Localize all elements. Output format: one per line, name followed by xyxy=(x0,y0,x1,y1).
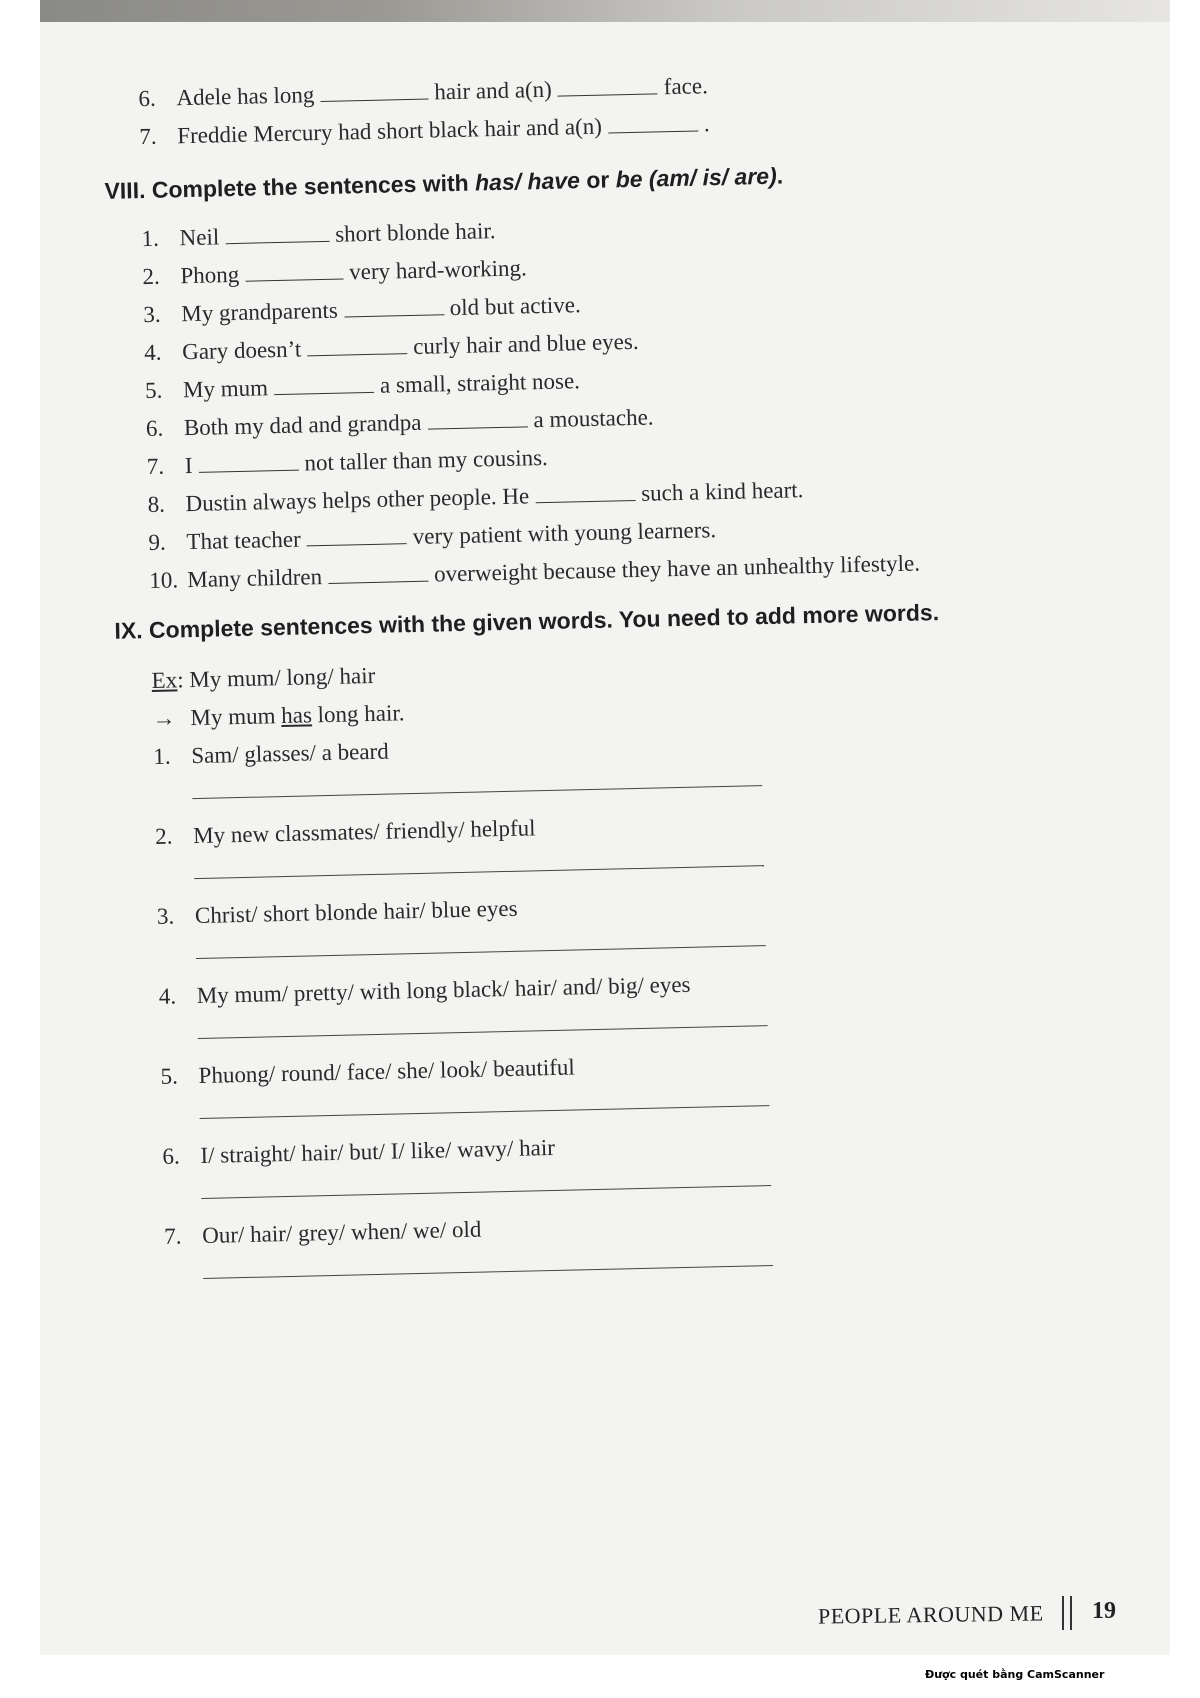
answer-blank[interactable] xyxy=(558,75,658,96)
item-number: 8. xyxy=(147,491,166,518)
answer-blank[interactable] xyxy=(274,374,374,395)
item-text-before: Adele has long xyxy=(176,82,315,111)
heading-text: or xyxy=(579,166,616,194)
answer-blank[interactable] xyxy=(225,223,329,244)
heading-emphasis: be (am/ is/ are) xyxy=(615,162,777,193)
item-number: 2. xyxy=(142,263,161,290)
viii-item-8 xyxy=(147,476,803,519)
example-answer xyxy=(152,699,405,733)
item-text-after: old but active. xyxy=(449,292,581,321)
ix-item-5 xyxy=(160,1053,575,1090)
item-text-after: curly hair and blue eyes. xyxy=(412,328,639,359)
heading-emphasis: has/ have xyxy=(474,167,581,196)
answer-line[interactable] xyxy=(201,1185,771,1199)
section-ix-heading: IX. Complete sentences with the given words. You need to add more words. xyxy=(114,599,940,644)
item-text-after: very patient with young learners. xyxy=(412,517,717,550)
viii-item-6 xyxy=(146,404,654,444)
item-number: 1. xyxy=(141,225,160,252)
ix-item-4 xyxy=(158,971,690,1011)
item-text-before: My grandparents xyxy=(181,297,339,327)
viii-item-10 xyxy=(149,550,920,595)
example-label: Ex xyxy=(151,667,178,693)
answer-blank[interactable] xyxy=(245,261,343,282)
item-number: 6. xyxy=(145,415,164,442)
viii-item-7 xyxy=(146,444,548,481)
item-number: 10. xyxy=(149,567,179,594)
worksheet-page xyxy=(40,0,1170,1655)
answer-blank[interactable] xyxy=(535,482,635,503)
item-text-before: Phong xyxy=(180,261,240,289)
item-text-after: a moustache. xyxy=(533,404,654,433)
item-prompt: Our/ hair/ grey/ when/ we/ old xyxy=(201,1216,482,1248)
answer-blank[interactable] xyxy=(307,335,407,356)
previous-item-6 xyxy=(138,72,708,113)
scanner-watermark: Được quét bằng CamScanner xyxy=(925,1668,1105,1681)
answer-blank[interactable] xyxy=(608,112,698,133)
answer-blank[interactable] xyxy=(328,563,428,584)
example-prompt xyxy=(151,662,375,695)
item-text-after: very hard-working. xyxy=(348,255,528,285)
item-number: 1. xyxy=(153,743,171,769)
item-text-after: such a kind heart. xyxy=(640,477,804,506)
example-prompt-text: : My mum/ long/ hair xyxy=(176,662,376,693)
viii-item-4 xyxy=(144,328,639,367)
example-answer-text: long hair. xyxy=(311,700,405,728)
answer-line[interactable] xyxy=(200,1105,770,1119)
ix-item-2 xyxy=(155,814,536,851)
viii-item-2 xyxy=(142,254,527,291)
item-number: 3. xyxy=(156,903,175,929)
item-prompt: My mum/ pretty/ with long black/ hair/ and/ big/ eyes xyxy=(196,971,691,1009)
page-number: 19 xyxy=(1092,1598,1116,1624)
footer-divider xyxy=(1062,1596,1072,1630)
answer-line[interactable] xyxy=(203,1265,773,1279)
answer-blank[interactable] xyxy=(427,408,527,429)
item-text-before: Freddie Mercury had short black hair and a(n) xyxy=(177,113,603,149)
item-text-before: I xyxy=(184,453,193,479)
ix-item-3 xyxy=(157,895,518,931)
item-prompt: Christ/ short blonde hair/ blue eyes xyxy=(194,895,518,929)
item-number: 6. xyxy=(162,1143,180,1169)
viii-item-5 xyxy=(145,367,580,405)
answer-blank[interactable] xyxy=(198,452,298,473)
item-number: 7. xyxy=(139,123,157,150)
answer-blank[interactable] xyxy=(344,296,444,317)
item-text-before: Both my dad and grandpa xyxy=(183,409,422,441)
item-text-after: . xyxy=(703,111,710,137)
item-text-after: short blonde hair. xyxy=(334,218,496,247)
item-text-middle: hair and a(n) xyxy=(434,76,553,105)
previous-item-7 xyxy=(139,110,710,151)
answer-line[interactable] xyxy=(198,1025,768,1039)
answer-line[interactable] xyxy=(194,865,764,879)
heading-text: VIII. Complete the sentences with xyxy=(104,169,476,204)
page-content xyxy=(38,0,1200,1656)
viii-item-3 xyxy=(143,291,581,329)
ix-item-7 xyxy=(164,1216,482,1251)
item-number: 7. xyxy=(163,1223,182,1249)
item-number: 9. xyxy=(148,529,167,556)
footer-unit-title: PEOPLE AROUND ME xyxy=(817,1600,1044,1629)
item-text-after: a small, straight nose. xyxy=(379,368,581,398)
item-text-before: Dustin always helps other people. He xyxy=(185,483,530,517)
item-text-before: Gary doesn’t xyxy=(181,336,302,365)
item-prompt: I/ straight/ hair/ but/ I/ like/ wavy/ hair xyxy=(200,1134,556,1168)
item-text-before: That teacher xyxy=(186,526,302,555)
item-number: 6. xyxy=(138,85,156,112)
ix-item-6 xyxy=(162,1134,555,1171)
item-prompt: My new classmates/ friendly/ helpful xyxy=(192,815,536,849)
answer-blank[interactable] xyxy=(320,81,428,102)
example-answer-highlight: has xyxy=(280,702,313,729)
answer-blank[interactable] xyxy=(306,525,406,546)
section-viii-heading xyxy=(104,163,783,205)
item-text-after: not taller than my cousins. xyxy=(304,444,549,476)
item-prompt: Phuong/ round/ face/ she/ look/ beautiful xyxy=(198,1054,576,1089)
viii-item-1 xyxy=(141,217,495,253)
item-number: 5. xyxy=(160,1063,179,1089)
item-text-before: Many children xyxy=(187,564,323,593)
example-answer-text: My mum xyxy=(190,703,282,731)
item-number: 2. xyxy=(154,823,173,849)
item-text-before: Neil xyxy=(179,224,220,251)
item-prompt: Sam/ glasses/ a beard xyxy=(191,738,389,769)
item-number: 5. xyxy=(144,377,163,404)
heading-text: . xyxy=(776,162,784,189)
answer-line[interactable] xyxy=(196,945,766,959)
answer-line[interactable] xyxy=(192,785,762,799)
item-number: 4. xyxy=(158,983,177,1009)
viii-item-9 xyxy=(148,516,716,557)
item-text-before: My mum xyxy=(182,375,269,403)
item-number: 3. xyxy=(143,301,161,328)
arrow-icon: → xyxy=(152,705,176,731)
item-number: 7. xyxy=(146,453,165,480)
item-text-after: overweight because they have an unhealthy lifestyle. xyxy=(433,550,921,587)
ix-item-1 xyxy=(153,738,389,771)
item-number: 4. xyxy=(143,339,162,366)
item-text-after: face. xyxy=(663,73,709,100)
